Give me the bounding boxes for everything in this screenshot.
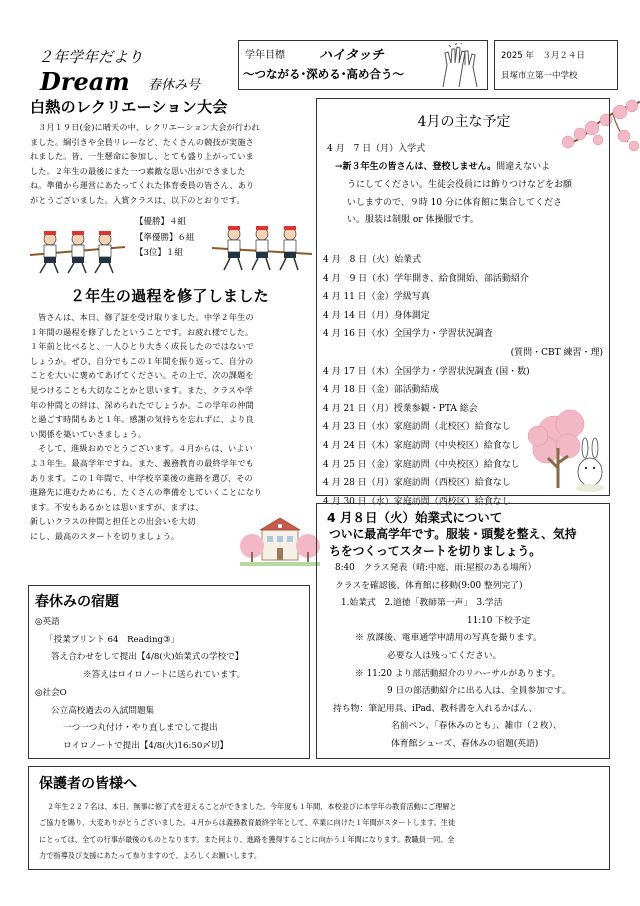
- completion-line: ます。不安もあるかとは思いますが、まずは、: [30, 501, 204, 512]
- guardians-body: [39, 799, 605, 865]
- event-row: 4 月 11 日（金）学級写真: [323, 292, 430, 303]
- completion-line: そして、進級おめでとうございます。４月からは、いよい: [38, 443, 253, 454]
- completion-heading: ２年生の過程を修了しました: [70, 287, 269, 305]
- ceremony-line: 体育館シューズ、春休みの宿題(英語): [391, 738, 539, 749]
- guardians-line: 力で指導及び支援にあたって参りますので、よろしくお願いします。: [39, 851, 262, 861]
- tug-of-war-illustration-right: [212, 222, 312, 274]
- ceremony-line: 9 日の部活動紹介に出る人は、全員参加です。: [387, 686, 571, 697]
- school-cherry-blossom-illustration: [240, 512, 320, 570]
- completion-line: １年間の過程を修了したということです。お疲れ様でした。: [30, 326, 254, 337]
- homework-english-submit: 答え合わせをして提出【4/8(火)始業式の学校で】: [51, 652, 244, 663]
- ceremony-heading: 4 月８日（火）始業式について: [327, 510, 503, 525]
- bunny-cherry-tree-illustration: [528, 408, 608, 496]
- issue-label: 春休み号: [148, 78, 201, 93]
- ceremony-line: 必要な人は残ってください。: [387, 650, 502, 661]
- completion-line: ことを大いに褒めてあげてください。その上で、次の課題を: [30, 370, 254, 381]
- homework-list: [35, 614, 245, 756]
- homework-social-task: 公立高校過去の入試問題集: [51, 705, 155, 716]
- event-row: 4 月 25 日（金）家庭訪問（中央校区）給食なし: [323, 459, 520, 470]
- guardians-line: ご協力を賜り、大変ありがとうございました。４月からは義務教育最終学年として、卒業に向けた１年間がスタートします。生徒: [39, 818, 456, 828]
- homework-english-task: 「授業プリント 64 Reading③」: [45, 634, 180, 645]
- completion-line: 皆さんは、本日、修了証を受け取りました。中学２年生の: [38, 312, 254, 322]
- award-second: 【準優勝】６組: [135, 232, 195, 243]
- ceremony-bold-line-2: ちをつくってスタートを切りましょう。: [329, 544, 542, 558]
- completion-line: しょうか。ぜひ、自分でもこの１年間を振り返って、自分の: [30, 355, 254, 366]
- ceremony-line: 名前ペン、「春休みのとも」、雑巾（２枚）、: [391, 721, 562, 732]
- homework-english-note: ※答えはロイロノートに送られています。: [83, 670, 246, 681]
- entrance-notice-rest: 間違えないよ: [496, 162, 551, 172]
- entrance-notice-line: うにしてください。生徒会役員には飾りつけなどをお願: [347, 180, 573, 190]
- recreation-heading: 白熱のレクリエーション大会: [30, 98, 228, 116]
- entrance-notice-line: い。服装は制服 or 体操服です。: [347, 215, 479, 226]
- guardians-heading: 保護者の皆様へ: [39, 776, 137, 792]
- event-row: 4 月 9 日（水）学年開き、給食開始、部活動紹介: [323, 273, 529, 284]
- completion-line: にし、最高のスタートを切りましょう。: [30, 530, 180, 541]
- ceremony-details: [327, 560, 607, 754]
- homework-social-label: ◎社会O: [35, 687, 67, 698]
- completion-body: [30, 310, 320, 544]
- high-five-hands-icon: [435, 43, 485, 89]
- award-third: 【3位】１組: [135, 248, 183, 258]
- event-row: 4 月 8 日（火）始業式: [323, 255, 422, 265]
- event-row: 4 月 28 日（月）家庭訪問（西校区）給食なし: [323, 478, 511, 489]
- grade-goal-box: [238, 40, 488, 90]
- ceremony-line: 持ち物：筆記用具、iPad、教科書を入れるかばん、: [333, 703, 538, 714]
- april-schedule-heading: 4月の主な予定: [417, 114, 511, 130]
- opening-ceremony-box: [316, 503, 610, 759]
- ceremony-line: ※ 放課後、電車通学申請用の写真を撮ります。: [355, 633, 542, 644]
- event-row: 4 月 17 日（木）全国学力・学習状況調査 (国・数): [323, 366, 530, 377]
- ceremony-bold-line-1: ついに最高学年です。服装・頭髪を整え、気持: [329, 527, 577, 541]
- completion-line: 年の仲間との絆は、深められたでしょうか。この学年の仲間: [30, 399, 254, 410]
- guardians-line: にとっては、全ての行事が最後のものとなります。また何より、進路を獲得することに向かう１年間になります。教職員一同、全: [39, 834, 455, 844]
- title-main: Dream: [40, 67, 130, 96]
- homework-social-instruction: 一つ一つ丸付け・やり直しまでして提出: [63, 723, 218, 734]
- goal-subtitle: ～つながる･深める･高め合う～: [243, 67, 404, 81]
- recreation-line: ました。綱引きや全員リレーなど、たくさんの競技が実施さ: [30, 136, 254, 147]
- goal-title: ハイタッチ: [319, 48, 385, 63]
- awards-list: [135, 215, 195, 262]
- entrance-ceremony-line: 4 月 7 日（月）入学式: [327, 144, 426, 154]
- title-prefix: ２年学年だより: [38, 48, 144, 66]
- ceremony-line: 1.始業式 2.道徳「教師第一声」 3.学活: [341, 598, 503, 609]
- completion-line: 進路先に進むためにも、たくさんの準備をしていくことになり: [30, 487, 263, 498]
- recreation-line: ね。準備から運営にあたってくれた体育委員の皆さん、あり: [30, 180, 255, 191]
- homework-box: [28, 585, 310, 759]
- ceremony-line: 11:10 下校予定: [467, 615, 531, 626]
- event-row: 4 月 14 日（月）身体測定: [323, 310, 430, 321]
- completion-line: と過ごす時間もあと１年。感謝の気持ちを忘れずに、より良: [30, 414, 254, 425]
- entrance-notice-bold: →新３年生の皆さんは、登校しません。: [335, 162, 497, 172]
- event-row: 4 月 24 日（木）家庭訪問（中央校区）給食なし: [323, 440, 520, 451]
- award-first: 【優勝】４組: [135, 217, 187, 227]
- goal-label: 学年目標: [245, 50, 285, 61]
- homework-social-submit: ロイロノートで提出【4/8(火)16:50〆切】: [63, 740, 229, 751]
- entrance-notice: [335, 159, 550, 175]
- guardians-line: ２年生２２７名は、本日、無事に修了式を迎えることができました。今年度も１年間、本校並びに本学年の教育活動にご理解と: [47, 802, 457, 811]
- completion-line: よ３年生。最高学年ですね。また、義務教育の最終学年でも: [30, 457, 254, 468]
- homework-english-label: ◎英語: [35, 617, 60, 627]
- school-name: 貝塚市立第一中学校: [501, 71, 578, 81]
- completion-line: １年前と比べると、一人ひとり大きく成長したのではないで: [30, 341, 254, 352]
- recreation-line: ３月１９日(金)に晴天の中、レクリエーション大会が行われ: [38, 122, 260, 132]
- recreation-body: [30, 120, 320, 208]
- ceremony-line: 8:40 クラス発表（晴:中庭、雨:屋根のある場所）: [335, 563, 537, 573]
- completion-line: あります。この１年間で、中学校卒業後の進路を選び、その: [30, 472, 253, 483]
- completion-line: い関係を築いていきましょう。: [30, 428, 147, 439]
- entrance-notice-body: [347, 177, 572, 230]
- date-box: [494, 40, 618, 90]
- event-row: 4 月 23 日（水）家庭訪問（北校区）給食なし: [323, 422, 511, 433]
- entrance-notice-line: いしますので、９時 10 分に体育館に集合してくださ: [347, 197, 562, 208]
- recreation-line: がとうございました。入賞クラスは、以下のとおりです。: [30, 194, 245, 205]
- recreation-line: れました。皆、一生懸命に参加し、とても盛り上がっていま: [30, 151, 254, 162]
- guardians-box: [28, 766, 610, 870]
- ceremony-line: ※ 11:20 より部活動紹介のリハーサルがあります。: [355, 668, 561, 679]
- event-row: 4 月 21 日（月）授業参観・PTA 総会: [323, 403, 478, 414]
- tug-of-war-illustration: [30, 225, 125, 275]
- event-row: 4 月 18 日（金）部活動結成: [323, 385, 439, 396]
- event-row: 4 月 16 日（水）全国学力・学習状況調査: [323, 329, 493, 340]
- issue-date: 2025 年 ３月２４日: [501, 51, 585, 61]
- completion-line: 新しいクラスの仲間と担任との出会いを大切: [30, 516, 196, 527]
- recreation-line: した。２年生の最後にまた一つ素敵な思い出ができました: [30, 165, 246, 176]
- ceremony-line: クラスを確認後、体育館に移動(9:00 整列完了): [335, 580, 523, 591]
- event-row-sub: (質問・CBT 練習・理): [510, 347, 603, 358]
- completion-line: 見つけることも大切なことかと思います。また、クラスや学: [30, 384, 254, 395]
- event-row: 4 月 30 日（水）家庭訪問（西校区）給食なし: [323, 496, 511, 507]
- homework-heading: 春休みの宿題: [35, 594, 119, 610]
